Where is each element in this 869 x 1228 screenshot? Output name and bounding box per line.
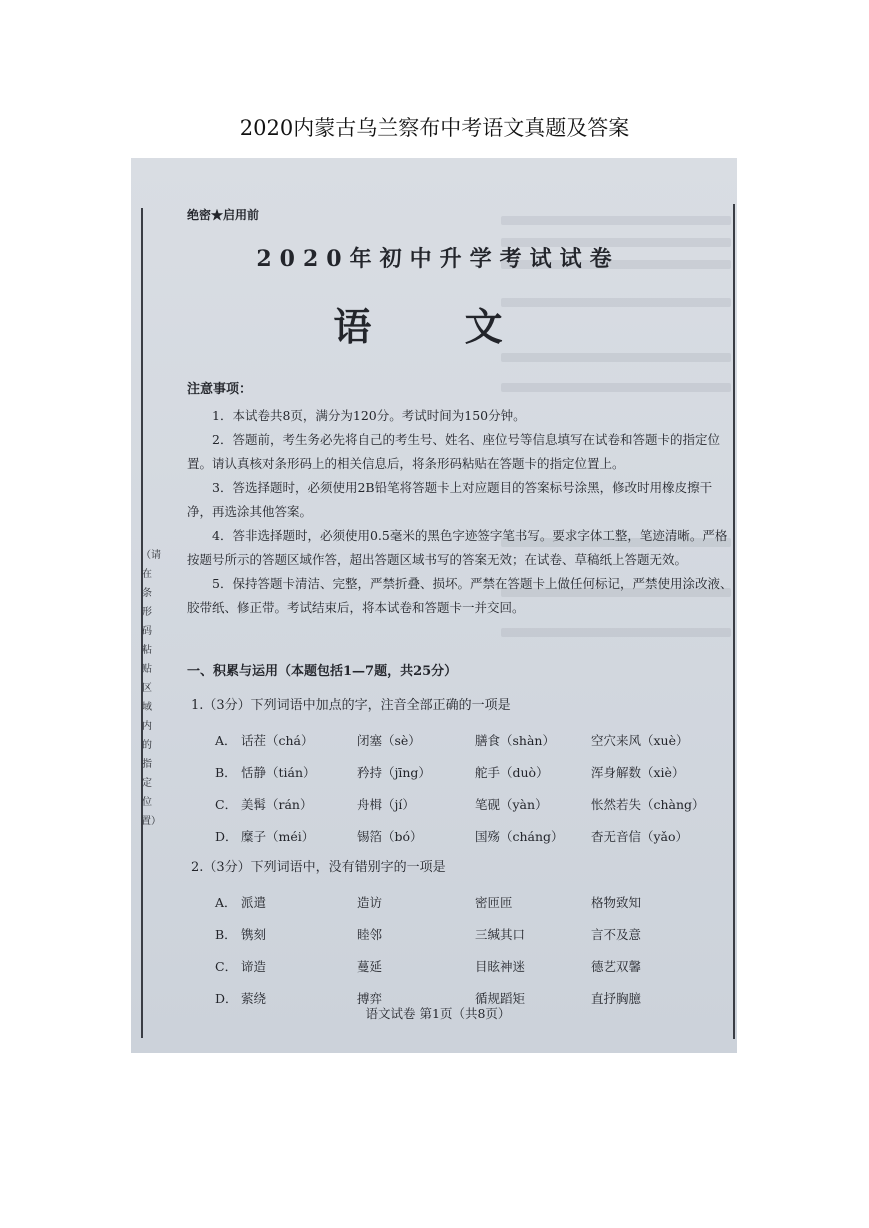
option-row-b [215, 918, 735, 950]
option-item: 笔砚（yàn） [475, 797, 548, 812]
option-item: 蔓延 [357, 959, 383, 974]
option-item: 矜持（jīng） [357, 765, 431, 780]
option-item: 密匝匝 [475, 895, 513, 910]
notes-heading: 注意事项： [187, 382, 253, 397]
option-label: B． [215, 765, 237, 780]
option-item: 三缄其口 [475, 927, 526, 942]
exam-sheet [141, 158, 733, 1053]
option-item: 闭塞（sè） [357, 733, 421, 748]
option-item: 德艺双馨 [591, 959, 642, 974]
margin-note: （请在条形码粘贴区域内的指定位置） [141, 550, 161, 827]
option-row-d [215, 820, 735, 852]
question-1-options [215, 724, 735, 852]
option-item: 派遣 [241, 895, 267, 910]
confidential-label: 绝密★启用前 [187, 208, 260, 222]
option-item: 恬静（tián） [241, 765, 316, 780]
page-footer: 语文试卷 第1页（共8页） [365, 1006, 511, 1021]
option-label: A． [215, 895, 237, 910]
option-item: 言不及意 [591, 927, 642, 942]
option-item: 谛造 [241, 959, 267, 974]
option-item: 舵手（duò） [475, 765, 549, 780]
option-item: 搏弈 [357, 991, 383, 1006]
option-row-a [215, 886, 735, 918]
section-heading: 一、积累与运用（本题包括1—7题，共25分） [187, 664, 458, 679]
option-item: 杳无音信（yǎo） [591, 829, 689, 844]
option-item: 美髯（rán） [241, 797, 313, 812]
question-1-stem: 1.（3分）下列词语中加点的字，注音全部正确的一项是 [191, 698, 511, 713]
notes-list [187, 404, 735, 620]
option-item: 直抒胸臆 [591, 991, 642, 1006]
option-item: 糜子（méi） [241, 829, 315, 844]
option-item: 睦邻 [357, 927, 383, 942]
option-label: A． [215, 733, 237, 748]
option-item: 锡箔（bó） [357, 829, 423, 844]
option-item: 话茬（chá） [241, 733, 314, 748]
note-item: 3．答选择题时，必须使用2B铅笔将答题卡上对应题目的答案标号涂黑，修改时用橡皮擦干净，再选涂其他答案。 [187, 480, 713, 519]
option-item: 循规蹈矩 [475, 991, 526, 1006]
option-label: C． [215, 797, 238, 812]
subject-title: 语 文 [333, 304, 543, 349]
exam-paper-photo [131, 158, 737, 1053]
option-row-c [215, 950, 735, 982]
option-row-c [215, 788, 735, 820]
exam-title: 2020年初中升学考试试卷 [256, 246, 620, 272]
option-item: 空穴来风（xuè） [591, 733, 689, 748]
option-label: D． [215, 829, 238, 844]
option-item: 舟楫（jí） [357, 797, 415, 812]
document-title: 2020内蒙古乌兰察布中考语文真题及答案 [239, 116, 630, 140]
question-2-options [215, 886, 735, 1014]
option-item: 浑身解数（xiè） [591, 765, 685, 780]
option-item: 格物致知 [591, 895, 642, 910]
option-item: 膳食（shàn） [475, 733, 555, 748]
option-label: D． [215, 991, 238, 1006]
option-row-b [215, 756, 735, 788]
note-item: 1．本试卷共8页，满分为120分。考试时间为150分钟。 [212, 408, 526, 423]
question-2-stem: 2.（3分）下列词语中，没有错别字的一项是 [191, 860, 446, 875]
option-item: 镌刻 [241, 927, 267, 942]
note-item: 4．答非选择题时，必须使用0.5毫米的黑色字迹签字笔书写。要求字体工整，笔迹清晰。严格按题号所示的答题区域作答，超出答题区域书写的答案无效；在试卷、草稿纸上答题无效。 [187, 528, 728, 567]
option-item: 萦绕 [241, 991, 267, 1006]
note-item: 5．保持答题卡清洁、完整，严禁折叠、损坏。严禁在答题卡上做任何标记，严禁使用涂改液、胶带纸、修正带。考试结束后，将本试卷和答题卡一并交回。 [187, 576, 733, 615]
option-label: B． [215, 927, 237, 942]
option-item: 怅然若失（chàng） [591, 797, 705, 812]
note-item: 2．答题前，考生务必先将自己的考生号、姓名、座位号等信息填写在试卷和答题卡的指定位置。请认真核对条形码上的相关信息后，将条形码粘贴在答题卡的指定位置上。 [187, 432, 720, 471]
option-item: 国殇（cháng） [475, 829, 564, 844]
option-item: 造访 [357, 895, 383, 910]
option-row-a [215, 724, 735, 756]
option-label: C． [215, 959, 238, 974]
option-item: 目眩神迷 [475, 959, 526, 974]
